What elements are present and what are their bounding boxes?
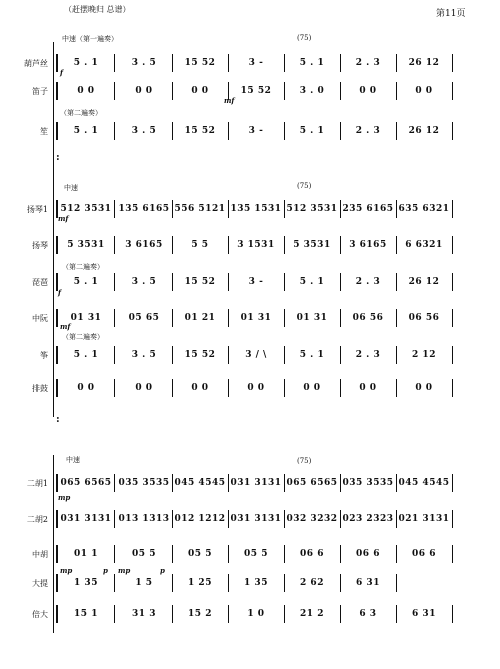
barline <box>114 545 115 563</box>
measure: 1 0 <box>247 609 265 619</box>
measure: 5 . 1 <box>299 277 325 287</box>
measure: 045 4545 <box>398 478 450 488</box>
barline <box>452 474 453 492</box>
start-barline <box>56 309 58 327</box>
barline <box>114 379 115 397</box>
measure: 6 31 <box>412 609 436 619</box>
measure: 26 12 <box>408 58 440 68</box>
barline <box>452 379 453 397</box>
measure: 2 . 3 <box>355 277 381 287</box>
measure: 3 . 0 <box>299 86 325 96</box>
measure: 06 6 <box>356 549 380 559</box>
measure: 0 0 <box>359 383 377 393</box>
measure: 5 . 1 <box>73 126 99 136</box>
lower-staff-row <box>56 572 452 594</box>
measure: 031 3131 <box>230 514 282 524</box>
measure: 21 2 <box>300 609 324 619</box>
dynamic-zhongruan: mf <box>60 322 71 331</box>
measure: 3 . 5 <box>131 350 157 360</box>
dynamic-hulusi: f <box>60 68 64 77</box>
section-mark-sheng: （第二遍奏） <box>60 109 102 117</box>
dynamic-erhu1: mp <box>58 493 71 502</box>
measure: 01 31 <box>296 313 328 323</box>
measure: 0 0 <box>303 383 321 393</box>
measure: 3 / \ <box>245 350 267 360</box>
dynamic-yangqin1: mf <box>58 214 69 223</box>
barline <box>452 346 453 364</box>
measure: 3 6165 <box>349 240 387 250</box>
measure: 012 1212 <box>174 514 226 524</box>
measure: 15 1 <box>74 609 98 619</box>
measure: 3 - <box>248 58 264 68</box>
measure: 06 56 <box>352 313 384 323</box>
upper-system-bracket <box>53 42 54 417</box>
barline <box>114 510 115 528</box>
measure: 05 5 <box>132 549 156 559</box>
measure: 2 . 3 <box>355 350 381 360</box>
measure: 035 3535 <box>118 478 170 488</box>
measure: 5 . 1 <box>299 126 325 136</box>
barline <box>452 545 453 563</box>
upper-staff-row <box>56 52 452 74</box>
dynamic-pipa: f <box>58 288 62 297</box>
barline <box>114 273 115 291</box>
measure: 013 1313 <box>118 514 170 524</box>
upper-staff-row <box>56 198 452 220</box>
measure: 0 0 <box>77 383 95 393</box>
measure: 0 0 <box>415 383 433 393</box>
measure: 0 0 <box>191 86 209 96</box>
measure: 556 5121 <box>174 204 226 214</box>
measure: 6 6321 <box>405 240 443 250</box>
upper-staff-row <box>56 307 452 329</box>
lower-staff-row <box>56 603 452 625</box>
measure: 512 3531 <box>60 204 112 214</box>
measure: 065 6565 <box>286 478 338 488</box>
measure: 3 . 5 <box>131 126 157 136</box>
barline <box>114 122 115 140</box>
barline <box>114 309 115 327</box>
lower-instrument-label: 大提 <box>32 579 48 588</box>
measure: 1 25 <box>188 578 212 588</box>
section-mark-pipa: （第二遍奏） <box>62 263 104 271</box>
measure: 15 52 <box>184 58 216 68</box>
measure: 3 6165 <box>125 240 163 250</box>
barline <box>452 236 453 254</box>
measure: 1 35 <box>244 578 268 588</box>
barline <box>452 510 453 528</box>
measure: 135 1531 <box>230 204 282 214</box>
measure: 635 6321 <box>398 204 450 214</box>
measure: 2 . 3 <box>355 126 381 136</box>
measure: 023 2323 <box>342 514 394 524</box>
barline <box>452 122 453 140</box>
lower-instrument-label: 倍大 <box>32 610 48 619</box>
measure: 26 12 <box>408 277 440 287</box>
tempo-mark-erhu: 中速 <box>66 456 80 464</box>
start-barline <box>56 379 58 397</box>
upper-instrument-label: 扬琴 <box>32 241 48 250</box>
measure: 235 6165 <box>342 204 394 214</box>
measure: 5 3531 <box>293 240 331 250</box>
upper-instrument-label: 葫芦丝 <box>24 59 48 68</box>
measure: 0 0 <box>247 383 265 393</box>
barline <box>114 200 115 218</box>
measure: 5 3531 <box>67 240 105 250</box>
lower-instrument-label: 二胡2 <box>26 515 48 524</box>
barline <box>452 54 453 72</box>
upper-staff-row <box>56 120 452 142</box>
upper-instrument-label: 琵琶 <box>32 278 48 287</box>
barline <box>396 574 397 592</box>
measure: 06 6 <box>412 549 436 559</box>
measure-number-upper: (75) <box>297 34 312 42</box>
barline <box>114 605 115 623</box>
measure: 0 0 <box>135 383 153 393</box>
measure: 035 3535 <box>342 478 394 488</box>
measure: 0 0 <box>135 86 153 96</box>
measure: 065 6565 <box>60 478 112 488</box>
barline <box>114 474 115 492</box>
upper-instrument-label: 笙 <box>40 127 48 136</box>
measure: 15 52 <box>184 126 216 136</box>
measure: 05 5 <box>244 549 268 559</box>
barline <box>114 82 115 100</box>
barline <box>114 54 115 72</box>
upper-staff-row <box>56 234 452 256</box>
lower-system-bracket <box>53 455 54 633</box>
measure: 0 0 <box>77 86 95 96</box>
measure: 2 62 <box>300 578 324 588</box>
measure: 5 5 <box>191 240 209 250</box>
measure-number-yangqin: (75) <box>297 182 312 190</box>
upper-staff-row <box>56 377 452 399</box>
measure: 3 1531 <box>237 240 275 250</box>
measure: 032 3232 <box>286 514 338 524</box>
dynamic-zhonghu-1: mp <box>60 566 73 575</box>
measure: 5 . 1 <box>73 277 99 287</box>
measure: 3 . 5 <box>131 277 157 287</box>
measure: 1 5 <box>135 578 153 588</box>
measure: 0 0 <box>415 86 433 96</box>
start-barline <box>56 545 58 563</box>
measure: 2 12 <box>412 350 436 360</box>
measure: 512 3531 <box>286 204 338 214</box>
dynamic-zhonghu-2: mp <box>118 566 131 575</box>
measure: 5 . 1 <box>299 350 325 360</box>
measure: 045 4545 <box>174 478 226 488</box>
measure: 3 . 5 <box>131 58 157 68</box>
barline <box>114 574 115 592</box>
barline <box>452 309 453 327</box>
measure: 01 1 <box>74 549 98 559</box>
upper-staff-row <box>56 271 452 293</box>
measure: 6 3 <box>359 609 377 619</box>
measure: 15 2 <box>188 609 212 619</box>
barline <box>452 200 453 218</box>
start-barline <box>56 605 58 623</box>
start-barline <box>56 54 58 72</box>
start-barline <box>56 122 58 140</box>
measure: 1 35 <box>74 578 98 588</box>
score-title: （赶摆晚归 总谱） <box>64 5 131 14</box>
repeat-mark-1: : <box>56 152 60 163</box>
measure: 5 . 1 <box>299 58 325 68</box>
barline <box>114 236 115 254</box>
measure: 15 52 <box>184 277 216 287</box>
repeat-mark-2: : <box>56 414 60 425</box>
measure: 5 . 1 <box>73 58 99 68</box>
measure: 01 31 <box>240 313 272 323</box>
start-barline <box>56 510 58 528</box>
dynamic-dizi: mf <box>224 96 235 105</box>
measure: 01 31 <box>70 313 102 323</box>
upper-instrument-label: 中阮 <box>32 314 48 323</box>
measure: 2 . 3 <box>355 58 381 68</box>
measure: 31 3 <box>132 609 156 619</box>
dynamic-zhonghu-p1: p <box>103 566 108 575</box>
barline <box>452 82 453 100</box>
upper-instrument-label: 排鼓 <box>32 384 48 393</box>
tempo-mark-top: 中速（第一遍奏） <box>62 35 118 43</box>
measure: 3 - <box>248 126 264 136</box>
lower-staff-row <box>56 472 452 494</box>
measure: 021 3131 <box>398 514 450 524</box>
measure: 0 0 <box>359 86 377 96</box>
barline <box>114 346 115 364</box>
measure: 031 3131 <box>230 478 282 488</box>
measure: 0 0 <box>191 383 209 393</box>
measure: 031 3131 <box>60 514 112 524</box>
upper-instrument-label: 筝 <box>40 351 48 360</box>
section-mark-zheng: （第二遍奏） <box>62 333 104 341</box>
measure: 05 5 <box>188 549 212 559</box>
measure: 06 56 <box>408 313 440 323</box>
measure: 05 65 <box>128 313 160 323</box>
start-barline <box>56 236 58 254</box>
lower-instrument-label: 二胡1 <box>26 479 48 488</box>
barline <box>452 273 453 291</box>
barline <box>452 605 453 623</box>
measure: 01 21 <box>184 313 216 323</box>
start-barline <box>56 574 58 592</box>
start-barline <box>56 346 58 364</box>
measure: 3 - <box>248 277 264 287</box>
tempo-mark-yangqin: 中速 <box>64 184 78 192</box>
upper-instrument-label: 扬琴1 <box>26 205 48 214</box>
measure: 15 52 <box>184 350 216 360</box>
lower-staff-row <box>56 508 452 530</box>
measure: 26 12 <box>408 126 440 136</box>
page-number: 第11页 <box>436 9 466 19</box>
measure: 6 31 <box>356 578 380 588</box>
measure: 5 . 1 <box>73 350 99 360</box>
measure: 06 6 <box>300 549 324 559</box>
start-barline <box>56 474 58 492</box>
lower-staff-row <box>56 543 452 565</box>
measure: 15 52 <box>240 86 272 96</box>
measure: 135 6165 <box>118 204 170 214</box>
upper-staff-row <box>56 80 452 102</box>
upper-instrument-label: 笛子 <box>32 87 48 96</box>
lower-instrument-label: 中胡 <box>32 550 48 559</box>
start-barline <box>56 82 58 100</box>
dynamic-zhonghu-p2: p <box>160 566 165 575</box>
measure-number-erhu: (75) <box>297 457 312 465</box>
upper-staff-row <box>56 344 452 366</box>
